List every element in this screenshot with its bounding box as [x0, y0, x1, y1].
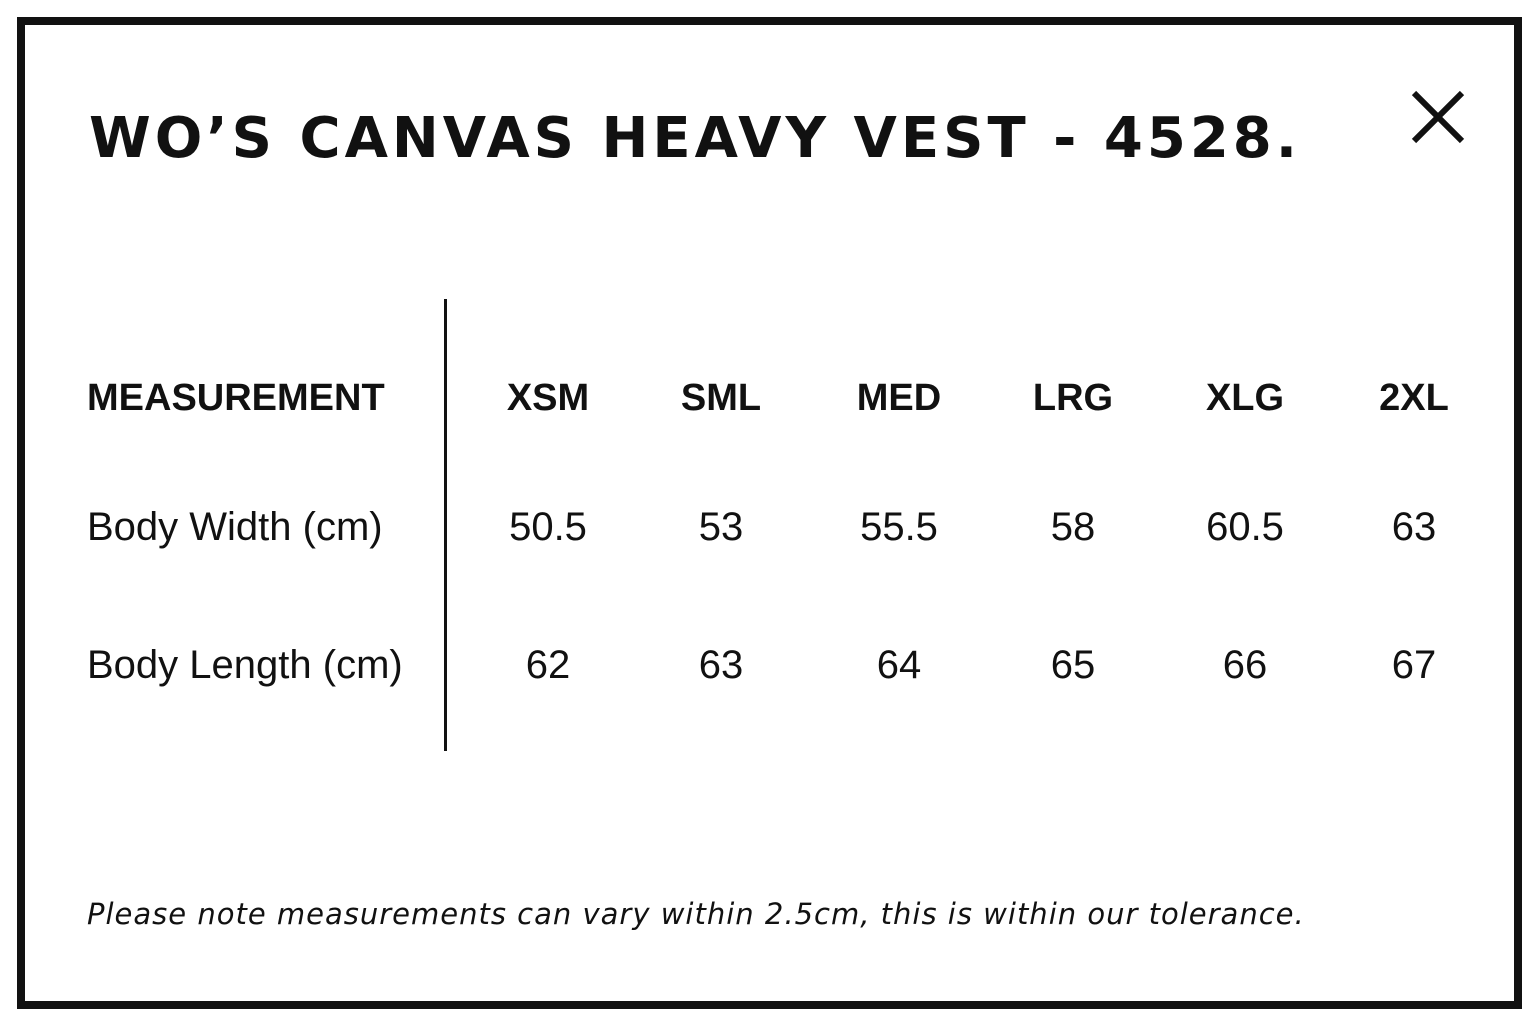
table-cell: 63 [1391, 505, 1437, 549]
table-cell: 65 [1050, 643, 1096, 687]
table-cell: 63 [698, 643, 744, 687]
table-cell: 60.5 [1206, 505, 1284, 549]
size-header-xsm: XSM [506, 377, 590, 419]
table-cell: 50.5 [509, 505, 587, 549]
dialog-title: WO’S CANVAS HEAVY VEST - 4528. [89, 106, 1302, 171]
table-cell: 67 [1391, 643, 1437, 687]
table-cell: 66 [1222, 643, 1268, 687]
close-icon [1408, 87, 1468, 147]
table-divider [444, 299, 447, 751]
measurement-header: MEASUREMENT [87, 377, 385, 419]
close-button[interactable] [1408, 87, 1468, 147]
size-header-lrg: LRG [1032, 377, 1114, 419]
tolerance-note: Please note measurements can vary within 2.5cm, this is within our tolerance. [87, 897, 1305, 931]
table-cell: 62 [525, 643, 571, 687]
table-cell: 58 [1050, 505, 1096, 549]
size-header-xlg: XLG [1205, 377, 1285, 419]
size-header-sml: SML [680, 377, 762, 419]
table-cell: 55.5 [860, 505, 938, 549]
row-label: Body Width (cm) [87, 505, 383, 549]
table-cell: 64 [876, 643, 922, 687]
size-chart-dialog [17, 17, 1522, 1009]
row-label: Body Length (cm) [87, 643, 403, 687]
table-cell: 53 [698, 505, 744, 549]
size-header-2xl: 2XL [1379, 377, 1449, 419]
size-header-med: MED [856, 377, 942, 419]
